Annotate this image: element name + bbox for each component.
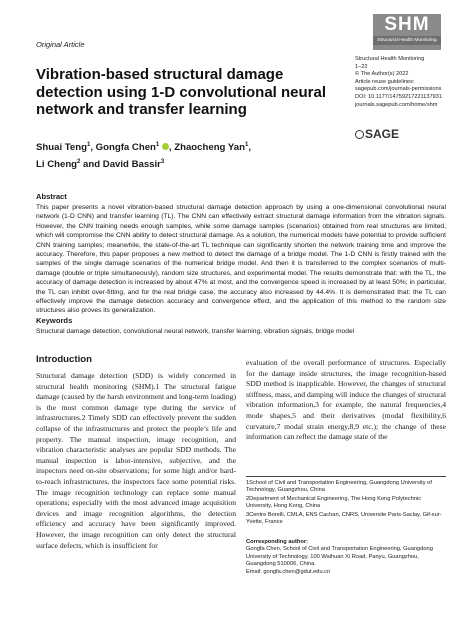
introduction-heading: Introduction — [36, 354, 92, 365]
corresponding-author-email[interactable]: Email: gongfa.chen@gdut.edu.cn — [246, 568, 331, 575]
article-type: Original Article — [36, 40, 85, 49]
author-list — [36, 138, 336, 172]
journal-logo — [373, 14, 441, 50]
corresponding-author-heading: Corresponding author: — [246, 539, 308, 545]
keywords-section — [36, 316, 446, 336]
affiliation-marker: 2 — [77, 159, 81, 166]
publisher-name: SAGE — [365, 127, 400, 141]
affiliation-marker: 1 — [244, 142, 249, 148]
author-name[interactable]: and David Bassir — [80, 159, 161, 171]
footnote-divider — [246, 476, 446, 477]
publisher-logo — [355, 127, 399, 141]
author-name[interactable]: Li Cheng — [36, 159, 78, 171]
author-name[interactable]: , Gongfa Chen — [90, 142, 156, 154]
author-separator: , — [248, 142, 251, 154]
keywords-heading: Keywords — [36, 316, 73, 325]
paper-title: Vibration-based structural damage detection using 1-D convolutional neural network and transfer learning — [36, 66, 327, 118]
corresponding-author-address: Gongfa Chen, School of Civil and Transportation Engineering, Guangdong University of Technology, 100 Waihuan Xi Road, Panyu, Guangzhou, Guangdong 510006, China. — [246, 546, 433, 568]
orcid-icon[interactable] — [162, 143, 169, 150]
abstract-heading: Abstract — [36, 192, 67, 201]
affiliation-marker: 3 — [160, 159, 165, 166]
author-name[interactable]: , Zhaocheng Yan — [168, 142, 245, 154]
abstract-section — [36, 192, 446, 316]
body-text-right-column: evaluation of the overall performance of structures. Especially for the damage inside structures, the image recognition-based SDD method is inapplicable. However, the changes of structural stiffness, mass, and damping will induce the changes of structural vibration information,3 for example, the natural frequencies,4 mode shapes,5 and their derivatives (modal flexibility,6 curvature,7 modal strain energy,8,9 etc.); the change of these information can reflect the damage state of the — [246, 358, 446, 442]
affiliation-item: 3Centre Borelli, CMLA, ENS Cachan, CNRS, Universite Paris-Saclay, Gif-sur-Yvette, France — [246, 511, 442, 526]
copyright: © The Author(s) 2022 — [355, 71, 409, 78]
body-text-left-column: Structural damage detection (SDD) is widely concerned in structural health monitoring (SHM).1 The structural fatigue damage (caused by the harsh environment and long-term loading) is the most common damage type during the service of infrastructures.2 Timely SDD can effectively prevent the sudden collapse of the infrastructures and protect the people’s life and property. The manual inspection, image recognition, and vibration characteristic analyses are popular SDD methods. The manual inspection is labor-intensive, subjective, and the inspectors need on-site observations; for some high and/or hard-to-reach infrastructures, the inspectors face some potential risks. The image recognition technology can replace some manual operations; especially with the most advanced image acquisition devices and image recognition algorithms, the detection efficiency and accuracy have been significantly improved. However, the image recognition can only detect the structural surface defects, which is insufficient for — [36, 371, 236, 550]
sage-mark-icon — [355, 130, 364, 139]
corresponding-author — [246, 539, 446, 576]
permissions-link[interactable]: sagepub.com/journals-permissions — [355, 86, 442, 93]
page-range: 1–22 — [355, 63, 368, 70]
affiliations — [246, 480, 446, 527]
journal-name: Structural Health Monitoring — [355, 56, 425, 62]
doi[interactable]: DOI: 10.1177/14759217221137931 — [355, 93, 442, 100]
author-name[interactable]: Shuai Teng — [36, 142, 87, 154]
journal-url[interactable]: journals.sagepub.com/home/shm — [355, 101, 438, 108]
keywords-text: Structural damage detection, convolutional neural network, transfer learning, vibration signals, bridge model — [36, 328, 355, 335]
journal-meta — [355, 56, 467, 109]
affiliation-marker: 1 — [87, 142, 91, 148]
journal-logo-text: SHM — [384, 14, 430, 35]
affiliation-item: 1School of Civil and Transportation Engineering, Guangdong University of Technology, Guangzhou, China — [246, 480, 432, 494]
abstract-text: This paper presents a novel vibration-based structural damage detection approach by using a one-dimensional convolutional neural network (1-D CNN) and transfer learning (TL). The CNN can effectively extract structural damage information from the vibration signals. However, the CNN training needs enough samples, while some damage samples (scenarios) obtained from real structures are limited, which will compromise the CNN ability to detect structural damage. As a solution, the numerical models have potential to provide sufficient CNN training samples; meanwhile, the state-of-the-art TL technique can significantly shorten the network training time and improve the accuracy. Therefore, this paper proposes a new method to detect the damage of a bridge model. The 1-D CNN is firstly trained with the samples of the single damage scenarios of the numerical bridge model. And then it is transferred to the complex scenarios of multi-damage (double or triple simultaneously), random size structures, and experimental model. The results demonstrate that: with the TL, the accuracy of damage detection is increased by about 47% at most, and the convergence speed is increased by at least 50%; in particular, the TL can inhibit over-fitting, and for the real bridge case, the accuracy also increased by 44.4%. It is demonstrated that: the TL can effectively improve the damage detection accuracy and convergence effect, and the application of this method to the random size structures also proves its generalization. — [36, 204, 446, 315]
affiliation-marker: 1 — [155, 142, 160, 148]
reuse-guidelines: Article reuse guidelines: — [355, 78, 415, 85]
journal-logo-subtitle: Structural Health Monitoring — [373, 36, 441, 45]
affiliation-item: 2Department of Mechanical Engineering, The Hong Kong Polytechnic University, Hong Kong, China — [246, 495, 422, 510]
